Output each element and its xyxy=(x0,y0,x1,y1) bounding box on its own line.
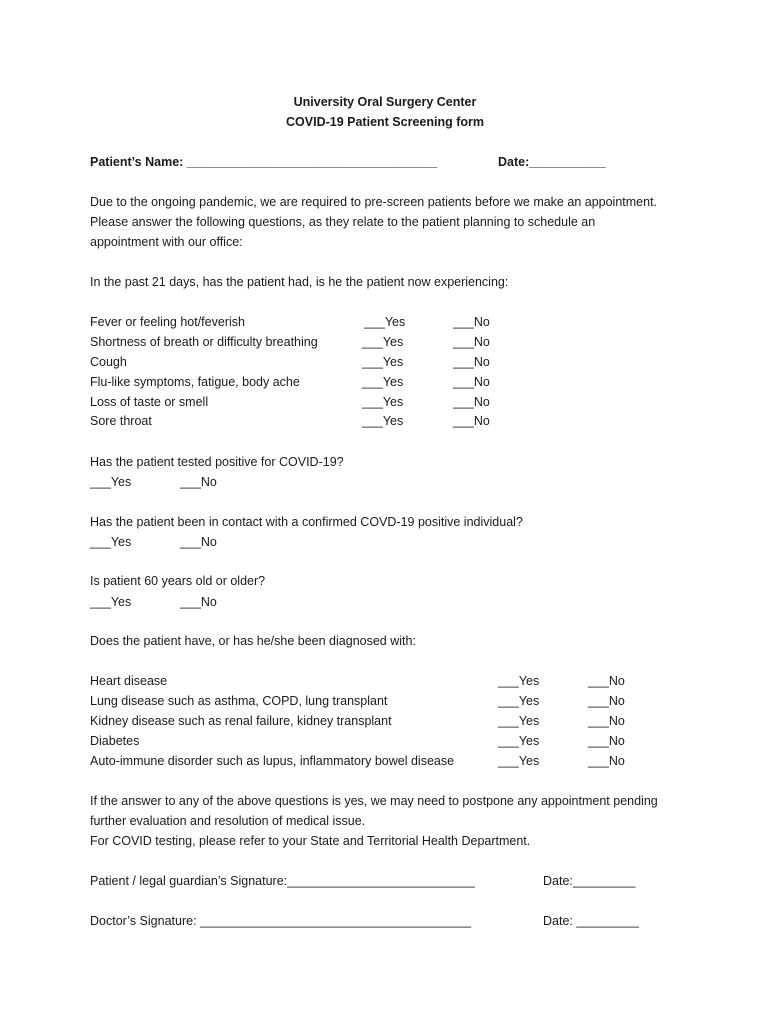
patient-name-field[interactable]: Patient’s Name: ____________________________________ xyxy=(90,155,438,169)
condition-no-option[interactable]: ___No xyxy=(588,734,625,748)
symptom-yes-option[interactable]: ___Yes xyxy=(362,414,404,428)
symptom-no-option[interactable]: ___No xyxy=(453,335,490,349)
symptom-no-option[interactable]: ___No xyxy=(453,355,490,369)
condition-label: Lung disease such as asthma, COPD, lung transplant xyxy=(90,694,388,708)
condition-yes-option[interactable]: ___Yes xyxy=(498,674,540,688)
guardian-date-field[interactable]: Date:_________ xyxy=(543,874,636,888)
condition-no-option[interactable]: ___No xyxy=(588,694,625,708)
symptom-yes-option[interactable]: ___Yes xyxy=(362,355,404,369)
question-no-option[interactable]: ___No xyxy=(180,475,217,489)
symptom-label: Shortness of breath or difficulty breathing xyxy=(90,335,318,349)
condition-label: Diabetes xyxy=(90,734,140,748)
doctor-signature-field[interactable]: Doctor’s Signature: _______________________________________ xyxy=(90,914,472,928)
condition-label: Auto-immune disorder such as lupus, inflammatory bowel disease xyxy=(90,754,455,768)
question-text: Has the patient been in contact with a confirmed COVD-19 positive individual? xyxy=(90,515,523,529)
guardian-signature-field[interactable]: Patient / legal guardian’s Signature:___________________________ xyxy=(90,874,475,888)
symptom-yes-option[interactable]: ___Yes xyxy=(362,335,404,349)
symptom-yes-option[interactable]: ___Yes xyxy=(362,395,404,409)
intro-line: Please answer the following questions, as they relate to the patient planning to schedule an xyxy=(90,215,596,229)
form-title: COVID-19 Patient Screening form xyxy=(286,115,484,129)
symptom-yes-option[interactable]: ___Yes xyxy=(364,315,406,329)
condition-no-option[interactable]: ___No xyxy=(588,674,625,688)
symptom-label: Sore throat xyxy=(90,414,152,428)
question-text: Is patient 60 years old or older? xyxy=(90,574,266,588)
symptom-label: Loss of taste or smell xyxy=(90,395,209,409)
symptom-no-option[interactable]: ___No xyxy=(453,315,490,329)
symptoms-prompt: In the past 21 days, has the patient had, is he the patient now experiencing: xyxy=(90,275,509,289)
condition-label: Kidney disease such as renal failure, kidney transplant xyxy=(90,714,392,728)
condition-yes-option[interactable]: ___Yes xyxy=(498,694,540,708)
intro-line: Due to the ongoing pandemic, we are required to pre-screen patients before we make an appointment. xyxy=(90,195,658,209)
question-no-option[interactable]: ___No xyxy=(180,535,217,549)
condition-no-option[interactable]: ___No xyxy=(588,754,625,768)
patient-date-field[interactable]: Date:___________ xyxy=(498,155,606,169)
symptom-no-option[interactable]: ___No xyxy=(453,375,490,389)
doctor-date-field[interactable]: Date: _________ xyxy=(543,914,639,928)
condition-label: Heart disease xyxy=(90,674,168,688)
symptom-no-option[interactable]: ___No xyxy=(453,395,490,409)
symptom-label: Fever or feeling hot/feverish xyxy=(90,315,245,329)
symptom-no-option[interactable]: ___No xyxy=(453,414,490,428)
question-text: Has the patient tested positive for COVID-19? xyxy=(90,455,344,469)
condition-yes-option[interactable]: ___Yes xyxy=(498,734,540,748)
diagnosis-prompt: Does the patient have, or has he/she been diagnosed with: xyxy=(90,634,416,648)
question-yes-option[interactable]: ___Yes xyxy=(90,595,132,609)
closing-line: For COVID testing, please refer to your State and Territorial Health Department. xyxy=(90,834,531,848)
symptom-label: Flu-like symptoms, fatigue, body ache xyxy=(90,375,300,389)
condition-yes-option[interactable]: ___Yes xyxy=(498,754,540,768)
symptom-yes-option[interactable]: ___Yes xyxy=(362,375,404,389)
intro-line: appointment with our office: xyxy=(90,235,243,249)
condition-no-option[interactable]: ___No xyxy=(588,714,625,728)
symptom-label: Cough xyxy=(90,355,127,369)
condition-yes-option[interactable]: ___Yes xyxy=(498,714,540,728)
closing-line: If the answer to any of the above questions is yes, we may need to postpone any appointment pending xyxy=(90,794,658,808)
closing-line: further evaluation and resolution of medical issue. xyxy=(90,814,366,828)
question-yes-option[interactable]: ___Yes xyxy=(90,535,132,549)
org-title: University Oral Surgery Center xyxy=(293,95,477,109)
question-yes-option[interactable]: ___Yes xyxy=(90,475,132,489)
question-no-option[interactable]: ___No xyxy=(180,595,217,609)
